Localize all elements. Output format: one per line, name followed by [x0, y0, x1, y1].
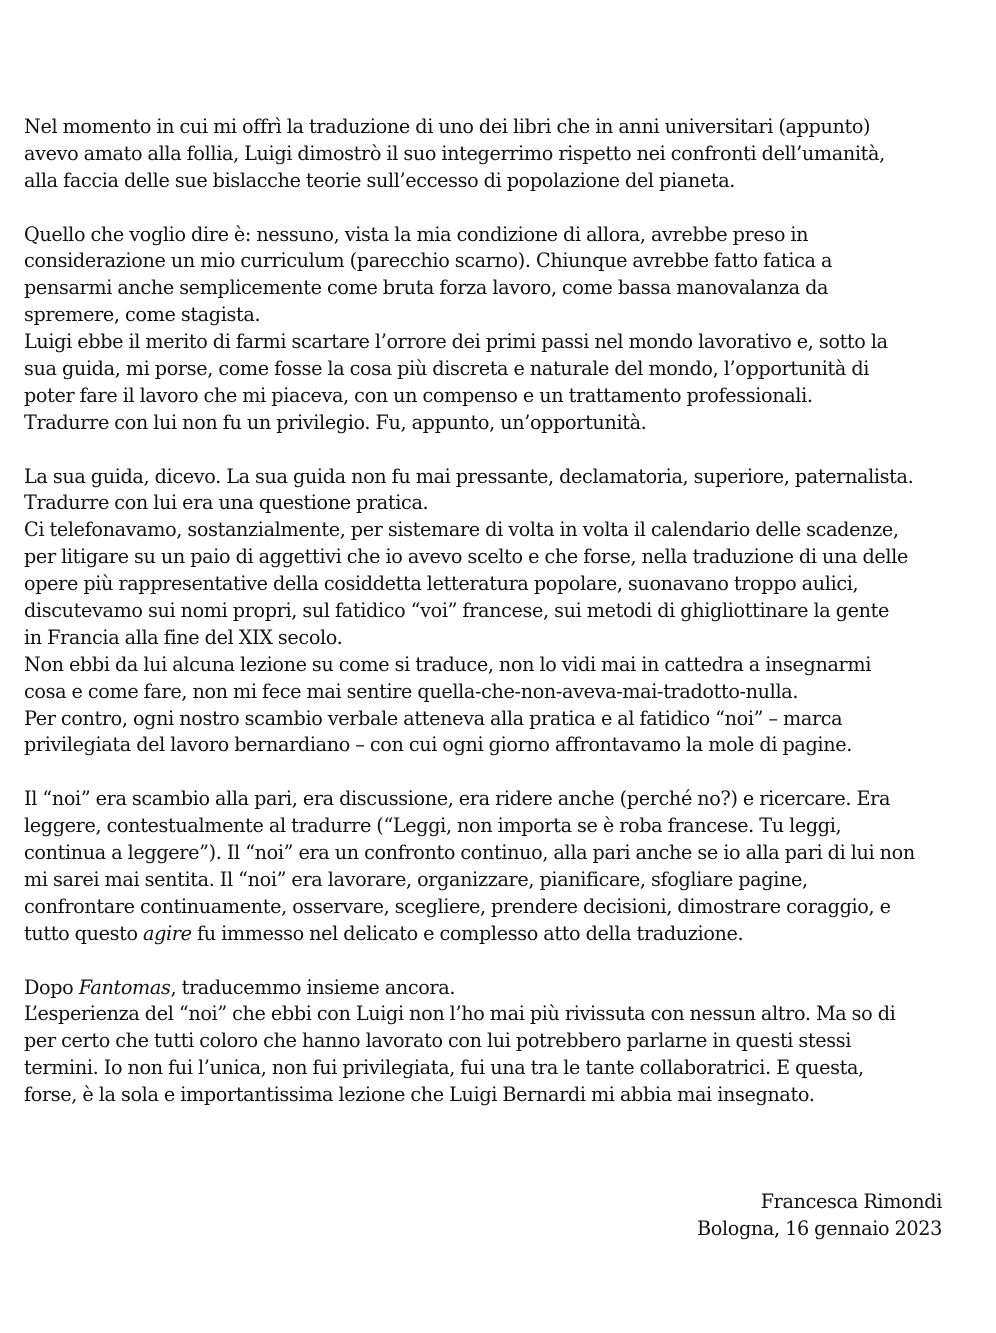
text-line: Tradurre con lui era una questione pratica.	[24, 491, 429, 515]
text-line: per litigare su un paio di aggettivi che io avevo scelto e che forse, nella traduzione di una delle	[24, 545, 908, 569]
paragraph-spacer	[24, 759, 954, 786]
text-segment: , traducemmo insieme ancora.	[170, 975, 456, 999]
paragraph-spacer	[24, 195, 954, 222]
body-text	[24, 114, 954, 1109]
text-segment: fu immesso nel delicato e complesso atto della traduzione.	[191, 921, 744, 945]
text-line	[24, 921, 954, 948]
text-line: termini. Io non fui l’unica, non fui privilegiata, fui una tra le tante collaboratrici. E questa,	[24, 1056, 864, 1080]
paragraph-1	[24, 114, 954, 195]
paragraph-5	[24, 975, 954, 1109]
text-line: avevo amato alla follia, Luigi dimostrò il suo integerrimo rispetto nei confronti dell’umanità,	[24, 141, 885, 165]
author-name: Francesca Rimondi	[760, 1190, 942, 1213]
paragraph-3	[24, 464, 954, 760]
text-line: Ci telefonavamo, sostanzialmente, per sistemare di volta in volta il calendario delle scadenze,	[24, 518, 899, 542]
text-line: leggere, contestualmente al tradurre (“Leggi, non importa se è roba francese. Tu leggi,	[24, 814, 842, 838]
text-line: Per contro, ogni nostro scambio verbale atteneva alla pratica e al fatidico “noi” – marca	[24, 706, 843, 730]
text-line: continua a leggere”). Il “noi” era un confronto continuo, alla pari anche se io alla pari di lui non	[24, 841, 915, 865]
paragraph-4	[24, 786, 954, 947]
text-line: sua guida, mi porse, come fosse la cosa più discreta e naturale del mondo, l’opportunità di	[24, 357, 870, 381]
text-line: La sua guida, dicevo. La sua guida non fu mai pressante, declamatoria, superiore, paternalista.	[24, 464, 914, 488]
text-line: privilegiata del lavoro bernardiano – con cui ogni giorno affrontavamo la mole di pagine.	[24, 733, 852, 757]
text-segment: tutto questo	[24, 921, 143, 945]
paragraph-2	[24, 222, 954, 437]
signature-block	[697, 1189, 942, 1243]
text-line: confrontare continuamente, osservare, scegliere, prendere decisioni, dimostrare coraggio, e	[24, 894, 891, 918]
paragraph-spacer	[24, 948, 954, 975]
text-line: Tradurre con lui non fu un privilegio. Fu, appunto, un’opportunità.	[24, 410, 647, 434]
text-line: forse, è la sola e importantissima lezione che Luigi Bernardi mi abbia mai insegnato.	[24, 1083, 815, 1107]
text-line: Luigi ebbe il merito di farmi scartare l’orrore dei primi passi nel mondo lavorativo e, sotto la	[24, 330, 888, 354]
text-line: cosa e come fare, non mi fece mai sentire quella-che-non-aveva-mai-tradotto-nulla.	[24, 679, 799, 703]
italic-title: Fantomas	[78, 975, 171, 999]
text-line: L’esperienza del “noi” che ebbi con Luigi non l’ho mai più rivissuta con nessun altro. Ma so di	[24, 1002, 896, 1026]
text-line: mi sarei mai sentita. Il “noi” era lavorare, organizzare, pianificare, sfogliare pagine,	[24, 867, 808, 891]
text-line: opere più rappresentative della cosiddetta letteratura popolare, suonavano troppo aulici,	[24, 572, 859, 596]
paragraph-spacer	[24, 437, 954, 464]
text-line: spremere, come stagista.	[24, 303, 261, 327]
text-line: pensarmi anche semplicemente come bruta forza lavoro, come bassa manovalanza da	[24, 276, 829, 300]
text-line	[24, 975, 954, 1002]
text-line: per certo che tutti coloro che hanno lavorato con lui potrebbero parlarne in questi stessi	[24, 1029, 852, 1053]
place-date: Bologna, 16 gennaio 2023	[697, 1216, 942, 1240]
text-line: poter fare il lavoro che mi piaceva, con un compenso e un trattamento professionali.	[24, 383, 813, 407]
text-line: Quello che voglio dire è: nessuno, vista la mia condizione di allora, avrebbe preso in	[24, 222, 809, 246]
text-line: Il “noi” era scambio alla pari, era discussione, era ridere anche (perché no?) e ricercare. Era	[24, 787, 891, 811]
italic-word: agire	[143, 921, 192, 945]
text-line: discutevamo sui nomi propri, sul fatidico “voi” francese, sui metodi di ghigliottinare la gente	[24, 599, 890, 623]
text-line: considerazione un mio curriculum (parecchio scarno). Chiunque avrebbe fatto fatica a	[24, 249, 833, 273]
text-line: alla faccia delle sue bislacche teorie sull’eccesso di popolazione del pianeta.	[24, 168, 736, 192]
text-line: in Francia alla fine del XIX secolo.	[24, 625, 343, 649]
text-segment: Dopo	[24, 975, 79, 999]
text-line: Nel momento in cui mi offrì la traduzione di uno dei libri che in anni universitari (appunto)	[24, 115, 871, 138]
text-line: Non ebbi da lui alcuna lezione su come si traduce, non lo vidi mai in cattedra a insegnarmi	[24, 652, 872, 676]
